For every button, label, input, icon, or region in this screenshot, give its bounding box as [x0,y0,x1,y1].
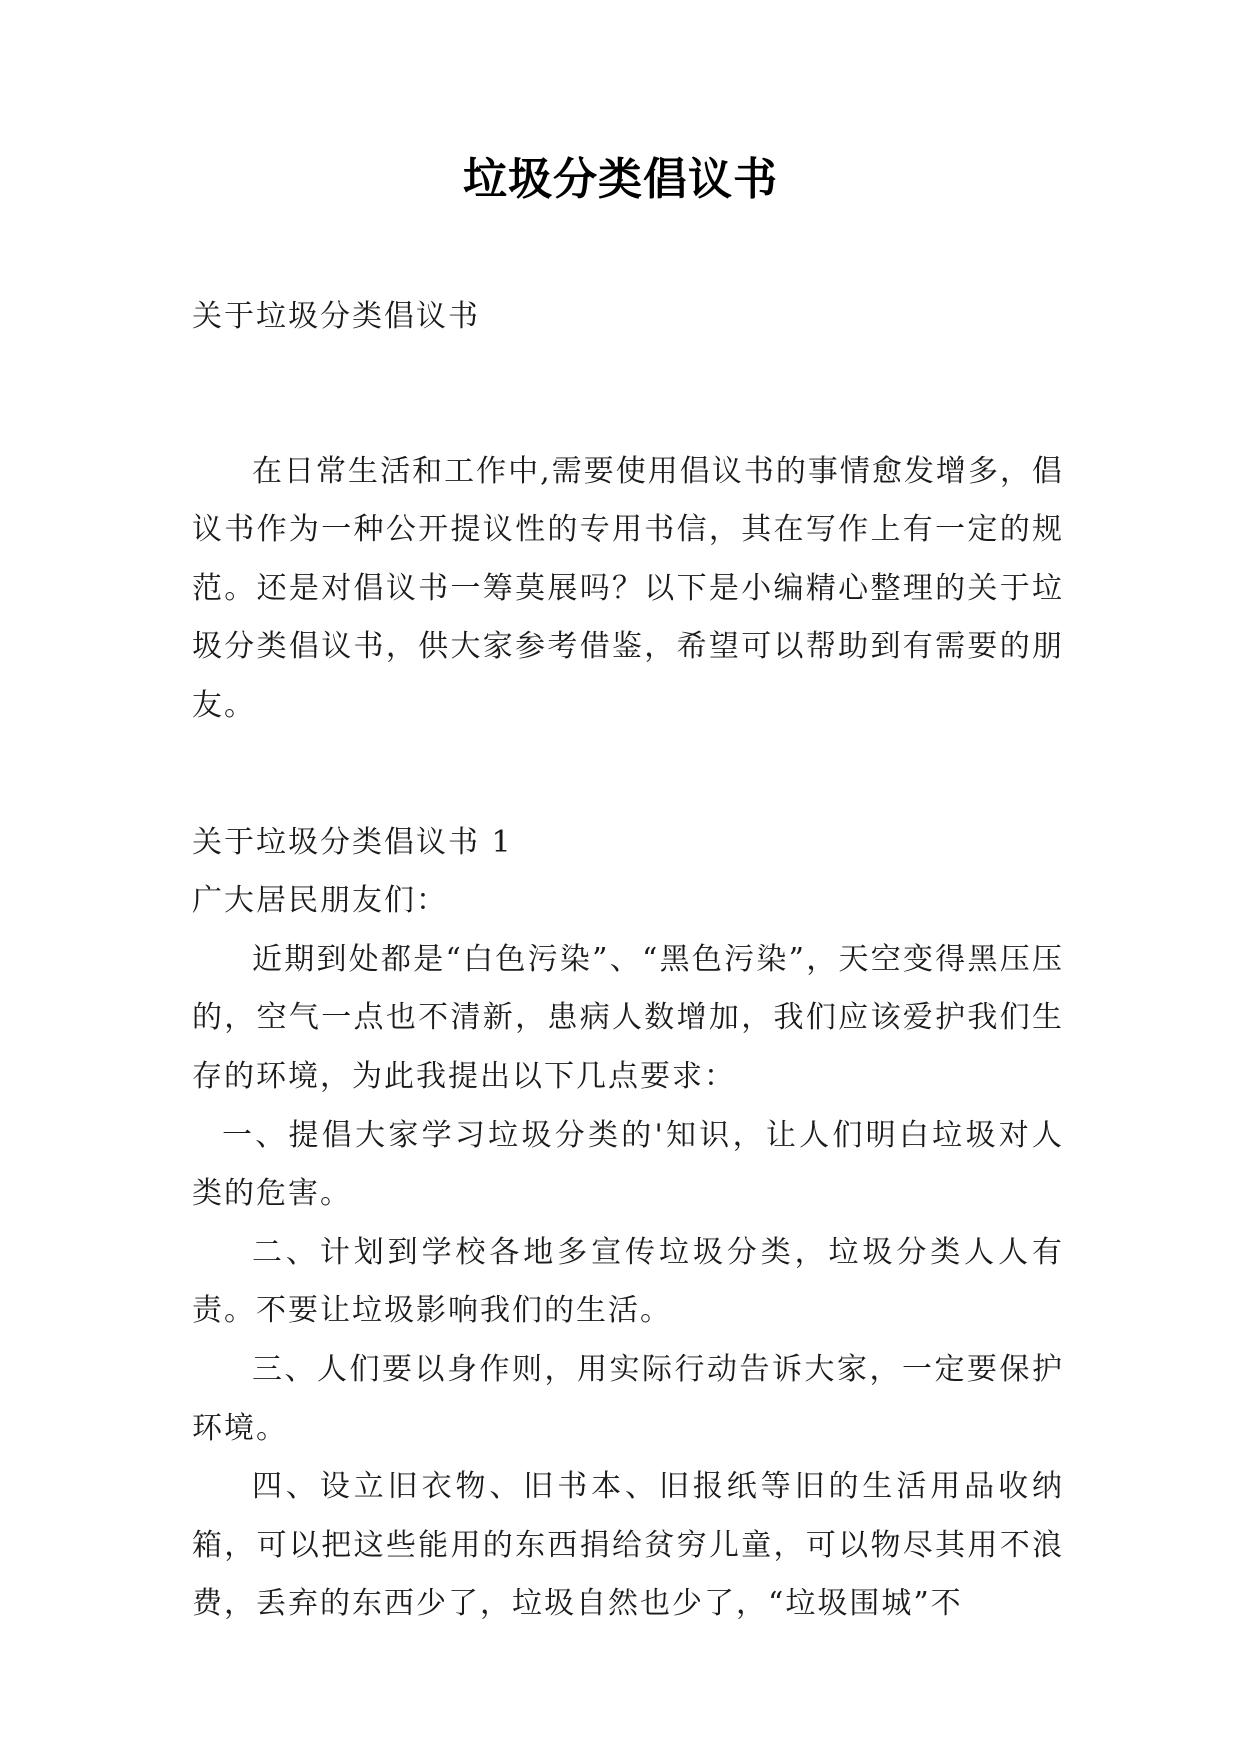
page-title: 垃圾分类倡议书 [463,154,778,205]
document-subtitle: 关于垃圾分类倡议书 [192,299,480,334]
body-paragraph: 近期到处都是“白色污染”、“黑色污染”，天空变得黑压压的，空气一点也不清新，患病人数增加，我们应该爱护我们生存的环境，为此我提出以下几点要求： [192,941,1064,1094]
body-paragraph: 四、设立旧衣物、旧书本、旧报纸等旧的生活用品收纳箱，可以把这些能用的东西捐给贫穷儿童，可以物尽其用不浪费，丢弃的东西少了，垃圾自然也少了，“垃圾围城”不 [192,1469,1064,1622]
spacer [192,736,1064,814]
spacer [192,347,1064,443]
body-paragraph: 一、提倡大家学习垃圾分类的'知识，让人们明白垃圾对人类的危害。 [192,1117,1064,1212]
salutation: 广大居民朋友们： [192,883,448,919]
section-heading: 关于垃圾分类倡议书 1 [192,824,513,860]
body-paragraph: 三、人们要以身作则，用实际行动告诉大家，一定要保护环境。 [192,1351,1064,1446]
intro-paragraph: 在日常生活和工作中,需要使用倡议书的事情愈发增多，倡议书作为一种公开提议性的专用书信，其在写作上有一定的规范。还是对倡议书一筹莫展吗？以下是小编精心整理的关于垃圾分类倡议书，供大家参考借鉴，希望可以帮助到有需要的朋友。 [192,453,1064,723]
body-paragraph: 二、计划到学校各地多宣传垃圾分类，垃圾分类人人有责。不要让垃圾影响我们的生活。 [192,1234,1064,1329]
document-body [192,288,1064,1634]
